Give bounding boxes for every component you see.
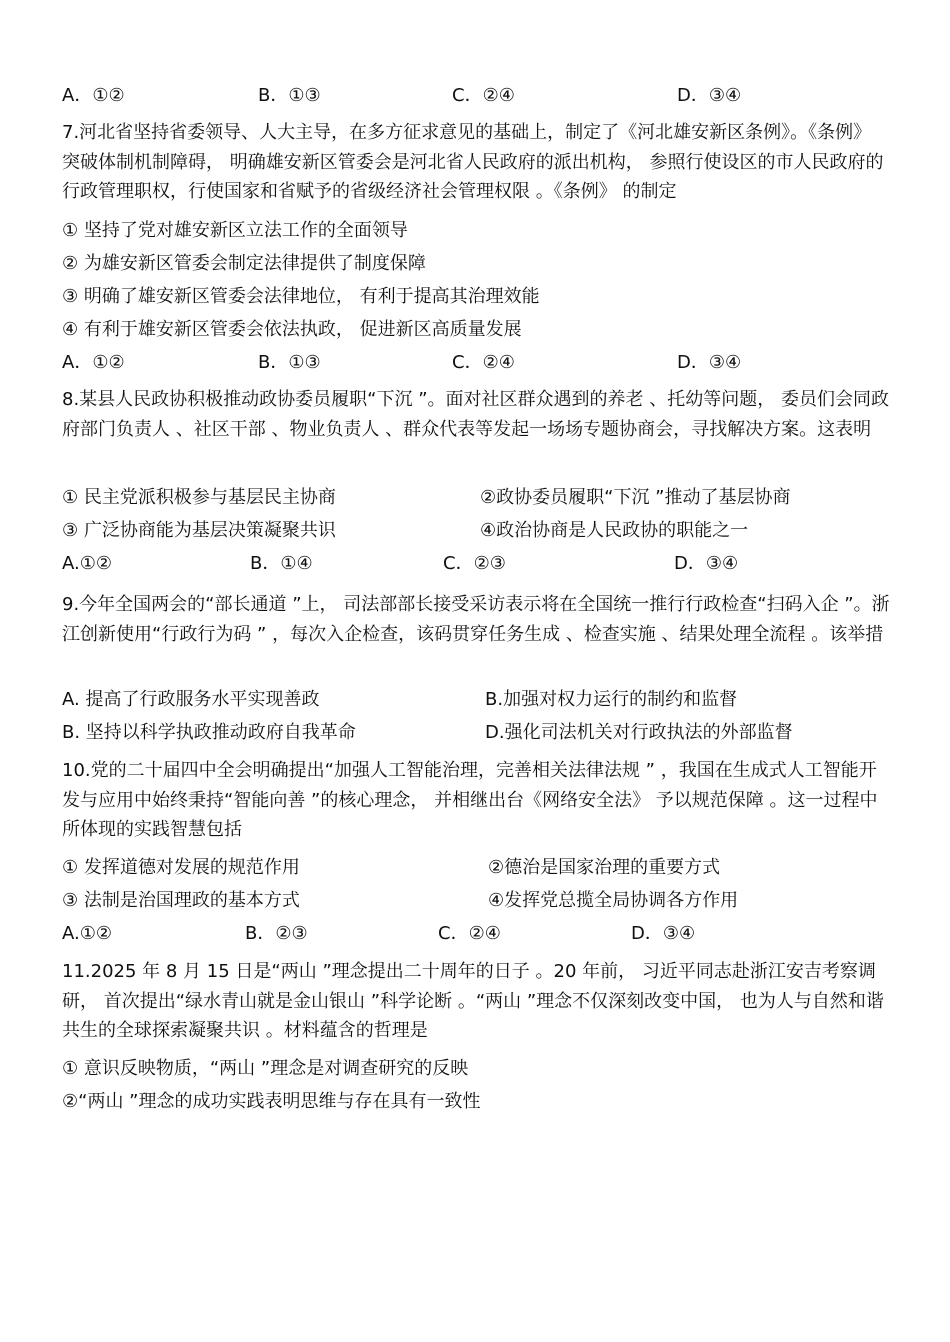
q6-option-b[interactable]: B．①③ <box>258 85 321 106</box>
q8-option-d[interactable]: D．③④ <box>674 553 739 574</box>
q9-stem: 9.今年全国两会的“部长通道 ”上， 司法部部长接受采访表示将在全国统一推行行政检查“扫码入企 ”。浙江创新使用“行政行为码 ” ，每次入企检查，该码贯穿任务生成 、检查实施 、结果处理全流程 。该举措 <box>62 594 890 645</box>
q8-item-3: ③ 广泛协商能为基层决策凝聚共识 <box>62 520 336 541</box>
q6-option-d[interactable]: D．③④ <box>677 85 742 106</box>
q7-item-2: ② 为雄安新区管委会制定法律提供了制度保障 <box>62 253 426 274</box>
q7-item-4: ④ 有利于雄安新区管委会依法执政， 促进新区高质量发展 <box>62 319 522 340</box>
q6-option-c[interactable]: C．②④ <box>452 85 515 106</box>
q10-option-a[interactable]: A.①② <box>62 923 112 944</box>
q7-option-d[interactable]: D．③④ <box>677 352 742 373</box>
q10-item-1: ① 发挥道德对发展的规范作用 <box>62 857 300 878</box>
q8-item-4: ④政治协商是人民政协的职能之一 <box>480 520 749 541</box>
q9-option-c[interactable]: B. 坚持以科学执政推动政府自我革命 <box>62 722 356 743</box>
q7-item-3: ③ 明确了雄安新区管委会法律地位， 有利于提高其治理效能 <box>62 286 540 307</box>
q7-stem: 7.河北省坚持省委领导、人大主导，在多方征求意见的基础上，制定了《河北雄安新区条例》。《条例》 突破体制机制障碍， 明确雄安新区管委会是河北省人民政府的派出机构， 参照行使设区的市人民政府的行政管理职权，行使国家和省赋予的省级经济社会管理权限 。《条例》 的制定 <box>62 122 884 202</box>
q8-option-a[interactable]: A.①② <box>62 553 112 574</box>
q10-item-4: ④发挥党总揽全局协调各方作用 <box>488 890 739 911</box>
q9-option-a[interactable]: A. 提高了行政服务水平实现善政 <box>62 689 320 710</box>
q10-option-d[interactable]: D．③④ <box>631 923 696 944</box>
q11-item-2: ②“两山 ”理念的成功实践表明思维与存在具有一致性 <box>62 1091 481 1112</box>
q8-item-2: ②政协委员履职“下沉 ”推动了基层协商 <box>480 487 791 508</box>
q10-item-3: ③ 法制是治国理政的基本方式 <box>62 890 300 911</box>
q7-option-a[interactable]: A．①② <box>62 352 125 373</box>
q9-option-d[interactable]: D.强化司法机关对行政执法的外部监督 <box>485 722 793 743</box>
q9-option-b[interactable]: B.加强对权力运行的制约和监督 <box>485 689 738 710</box>
q8-stem: 8.某县人民政协积极推动政协委员履职“下沉 ”。面对社区群众遇到的养老 、托幼等问题， 委员们会同政府部门负责人 、社区干部 、物业负责人 、群众代表等发起一场场专题协商会，寻找解决方案。这表明 <box>62 389 889 440</box>
q11-item-1: ① 意识反映物质，“两山 ”理念是对调查研究的反映 <box>62 1058 469 1079</box>
q7-item-1: ① 坚持了党对雄安新区立法工作的全面领导 <box>62 220 408 241</box>
q6-option-a[interactable]: A．①② <box>62 85 125 106</box>
q8-option-c[interactable]: C．②③ <box>443 553 506 574</box>
q10-item-2: ②德治是国家治理的重要方式 <box>488 857 721 878</box>
q8-option-b[interactable]: B．①④ <box>250 553 313 574</box>
q10-stem: 10.党的二十届四中全会明确提出“加强人工智能治理，完善相关法律法规 ” ，我国在生成式人工智能开发与应用中始终秉持“智能向善 ”的核心理念， 并相继出台《网络安全法》 予以规范保障 。这一过程中所体现的实践智慧包括 <box>62 760 878 840</box>
q11-stem: 11.2025 年 8 月 15 日是“两山 ”理念提出二十周年的日子 。20 年前， 习近平同志赴浙江安吉考察调研， 首次提出“绿水青山就是金山银山 ”科学论断 。“两山 ”理念不仅深刻改变中国， 也为人与自然和谐共生的全球探索凝聚共识 。材料蕴含的哲理是 <box>62 961 884 1041</box>
q8-item-1: ① 民主党派积极参与基层民主协商 <box>62 487 336 508</box>
q10-option-b[interactable]: B．②③ <box>245 923 308 944</box>
q10-option-c[interactable]: C．②④ <box>438 923 501 944</box>
q7-option-c[interactable]: C．②④ <box>452 352 515 373</box>
q7-option-b[interactable]: B．①③ <box>258 352 321 373</box>
